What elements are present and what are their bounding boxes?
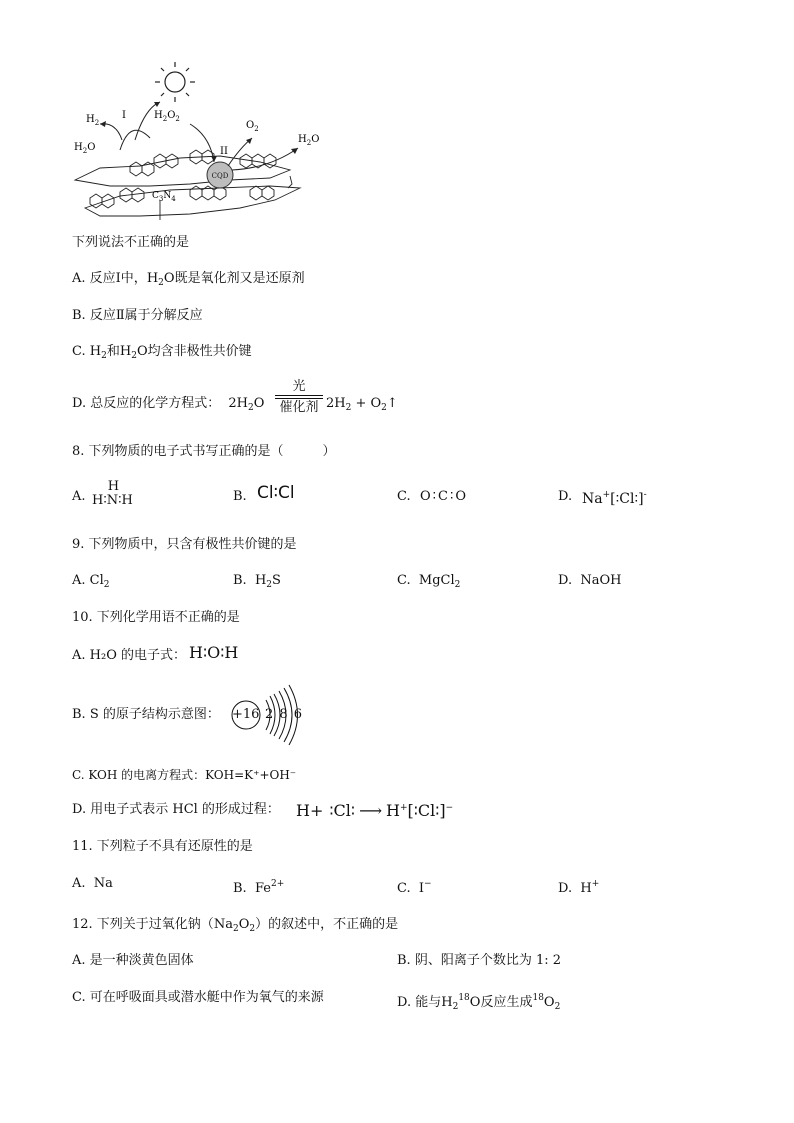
q11-option-c: C. I− xyxy=(397,879,432,896)
q7-option-b: B. 反应Ⅱ属于分解反应 xyxy=(72,308,203,323)
q8-stem: 8. 下列物质的电子式书写正确的是（ ） xyxy=(72,444,336,459)
q7-option-c: C. $H_2$和$H_2O$均含非极性共价键 xyxy=(72,344,252,361)
q8-option-d-formula: Na+[∶Cl∶]- xyxy=(582,490,647,507)
q9-option-d: D. NaOH xyxy=(558,573,622,588)
q9-option-b: B. $H_2S$ xyxy=(233,573,281,590)
sun-icon xyxy=(155,62,195,102)
q10-option-d-text: D. 用电子式表示 HCl 的形成过程： xyxy=(72,802,280,817)
sulfur-shells: 2 8 6 xyxy=(265,707,303,722)
q10-option-a-text: A. H₂O 的电子式： xyxy=(72,648,186,663)
q11-option-a: A. Na xyxy=(72,876,113,891)
arrow-h2o-in xyxy=(120,130,150,150)
q7-option-d: D. 总反应的化学方程式： $2H_2O$ xyxy=(72,396,265,413)
q11-stem: 11. 下列粒子不具有还原性的是 xyxy=(72,839,253,854)
q7-option-a: A. 反应Ⅰ中，$H_2O$既是氧化剂又是还原剂 xyxy=(72,271,305,288)
q10-option-d-formula: H+ ∶Cl∶ ⟶ H+[∶Cl∶]− xyxy=(296,801,454,820)
q9-option-c: C. MgCl$_2$ xyxy=(397,573,461,590)
q8-option-c-formula: O∶C∶O xyxy=(420,489,469,504)
q8-option-a-label: A. xyxy=(72,489,86,504)
arrow-h2-out xyxy=(100,124,122,140)
photocatalysis-figure xyxy=(60,58,400,228)
cqd-label: CQD xyxy=(211,172,229,180)
c3n4-sheet xyxy=(75,150,300,220)
q12-option-c: C. 可在呼吸面具或潜水艇中作为氧气的来源 xyxy=(72,990,324,1005)
svg-text:II: II xyxy=(220,146,228,157)
q11-option-d: D. H+ xyxy=(558,879,600,896)
q8-option-b-label: B. xyxy=(233,489,247,504)
q10-option-c: C. KOH 的电离方程式：KOH=K⁺+OH⁻ xyxy=(72,768,297,782)
q8-option-d-label: D. xyxy=(558,489,573,504)
arrow-h2o2-out xyxy=(135,102,160,140)
q8-option-a-formula: H H∶N∶H xyxy=(92,479,133,508)
q11-option-b: B. $Fe^{2+}$ xyxy=(233,879,285,896)
q7-stem: 下列说法不正确的是 xyxy=(72,235,190,250)
q10-option-a-formula: H∶O∶H xyxy=(189,643,239,662)
q10-stem: 10. 下列化学用语不正确的是 xyxy=(72,610,240,625)
q12-option-b: B. 阴、阳离子个数比为 1: 2 xyxy=(397,953,562,968)
sulfur-nucleus: +16 xyxy=(232,707,260,722)
q8-option-c-label: C. xyxy=(397,489,411,504)
q12-stem: 12. 下列关于过氧化钠$(Na_2O_2)$的叙述中，不正确的是 xyxy=(72,917,399,934)
svg-text:I: I xyxy=(122,110,126,121)
q9-option-a: A. $Cl_2$ xyxy=(72,573,110,590)
q7-reaction-conditions: 光 催化剂 xyxy=(275,379,323,417)
q9-stem: 9. 下列物质中，只含有极性共价键的是 xyxy=(72,537,297,552)
q10-option-b-text: B. S 的原子结构示意图： xyxy=(72,707,220,722)
svg-text:H2O: $H_2O$ xyxy=(74,142,96,155)
q12-option-a: A. 是一种淡黄色固体 xyxy=(72,953,194,968)
q7-option-d-products: $2H_2$ + $O_2↑$ xyxy=(326,396,398,413)
svg-text:H2O2: $H_2O_2$ xyxy=(154,110,180,123)
svg-text:C3N4: $C_3N_4$ xyxy=(152,191,176,203)
q8-option-b-formula: Cl∶Cl xyxy=(257,483,295,503)
q12-option-d: D. 能与$H_2^{18}O$反应生成$^{18}O_2$ xyxy=(397,993,561,1012)
svg-text:H2: $H_2$ xyxy=(86,114,100,127)
svg-text:O2: $O_2$ xyxy=(246,120,259,133)
svg-text:H2O: $H_2O$ xyxy=(298,134,320,147)
